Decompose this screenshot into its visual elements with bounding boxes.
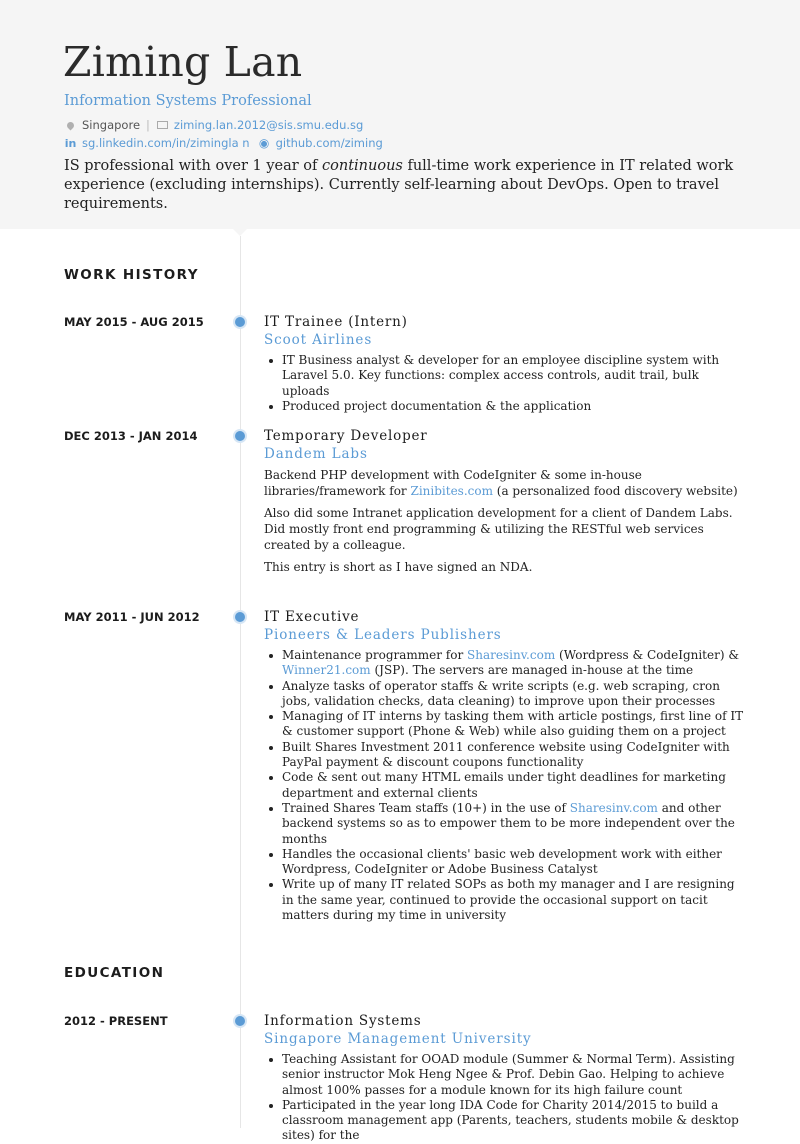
job-date: DEC 2013 - JAN 2014 bbox=[64, 429, 198, 443]
job-date: MAY 2011 - JUN 2012 bbox=[64, 610, 200, 624]
timeline-dot bbox=[235, 1016, 245, 1026]
job-date: MAY 2015 - AUG 2015 bbox=[64, 315, 204, 329]
timeline-dot bbox=[235, 317, 245, 327]
list-item: Analyze tasks of operator staffs & write scripts (e.g. web scraping, cron jobs, validation checks, data cleaning) to improve upon their processes bbox=[282, 679, 744, 710]
list-item: Produced project documentation & the application bbox=[282, 399, 744, 414]
job-paragraph: This entry is short as I have signed an NDA. bbox=[264, 560, 533, 574]
header-caret bbox=[233, 229, 247, 236]
list-item: Trained Shares Team staffs (10+) in the use of Sharesinv.com and other backend systems so as to empower them to be more independent over the months bbox=[282, 801, 744, 847]
divider: | bbox=[146, 118, 150, 132]
linkedin-link[interactable]: sg.linkedin.com/in/zimingla n bbox=[82, 136, 250, 150]
email-link[interactable]: ziming.lan.2012@sis.smu.edu.sg bbox=[173, 118, 364, 132]
education-program: Information Systems bbox=[264, 1013, 422, 1029]
list-item: Participated in the year long IDA Code for Charity 2014/2015 to build a classroom management app (Parents, teachers, students mobile & desktop sites) for the bbox=[282, 1098, 744, 1144]
linkedin-icon: in bbox=[64, 136, 77, 150]
education-date: 2012 - PRESENT bbox=[64, 1014, 168, 1028]
location-text: Singapore bbox=[82, 118, 141, 132]
winner21-link[interactable]: Winner21.com bbox=[282, 663, 371, 678]
location-pin-icon bbox=[64, 118, 77, 132]
job-entry bbox=[264, 608, 744, 923]
job-bullets bbox=[264, 353, 744, 414]
tagline: Information Systems Professional bbox=[64, 93, 312, 109]
job-org: Scoot Airlines bbox=[264, 332, 373, 348]
job-entry bbox=[264, 427, 744, 575]
contact-row-1 bbox=[64, 118, 363, 132]
list-item: Managing of IT interns by tasking them with article postings, first line of IT & customer support (Phone & Web) while also guiding them on a project bbox=[282, 709, 744, 739]
list-item: Handles the occasional clients' basic web development work with either Wordpress, CodeIgniter or Adobe Business Catalyst bbox=[282, 847, 744, 878]
education-heading: EDUCATION bbox=[64, 965, 165, 981]
job-entry bbox=[264, 313, 744, 414]
candidate-name: Ziming Lan bbox=[63, 38, 303, 86]
email-icon bbox=[156, 118, 169, 132]
list-item: IT Business analyst & developer for an employee discipline system with Laravel 5.0. Key functions: complex access controls, audit trail, bulk uploads bbox=[282, 353, 744, 399]
contact-row-2 bbox=[64, 136, 383, 150]
github-link[interactable]: github.com/ziming bbox=[275, 136, 383, 150]
list-item: Maintenance programmer for Sharesinv.com (Wordpress & CodeIgniter) & Winner21.com (JSP). The servers are managed in-house at the time bbox=[282, 648, 744, 679]
github-icon: ◉ bbox=[258, 136, 270, 150]
timeline-dot bbox=[235, 431, 245, 441]
job-role: Temporary Developer bbox=[264, 428, 428, 444]
zinibites-link[interactable]: Zinibites.com bbox=[410, 484, 493, 498]
list-item: Code & sent out many HTML emails under tight deadlines for marketing department and external clients bbox=[282, 770, 744, 801]
job-paragraph: Also did some Intranet application development for a client of Dandem Labs. Did mostly front end programming & utilizing the RESTful web services created by a colleague. bbox=[264, 506, 733, 552]
summary-text: IS professional with over 1 year of continuous full-time work experience in IT related work experience (excluding internships). Currently self-learning about DevOps. Open to travel requirements. bbox=[64, 158, 734, 212]
job-paragraph: Backend PHP development with CodeIgniter & some in-house libraries/framework for Zinibites.com (a personalized food discovery website) bbox=[264, 468, 738, 498]
job-role: IT Trainee (Intern) bbox=[264, 314, 408, 330]
timeline-line bbox=[240, 236, 241, 1128]
job-role: IT Executive bbox=[264, 609, 360, 625]
education-school: Singapore Management University bbox=[264, 1031, 532, 1047]
job-org: Dandem Labs bbox=[264, 446, 368, 462]
sharesinv-link[interactable]: Sharesinv.com bbox=[569, 800, 658, 815]
list-item: Built Shares Investment 2011 conference website using CodeIgniter with PayPal payment & discount coupons functionality bbox=[282, 740, 744, 771]
work-history-heading: WORK HISTORY bbox=[64, 267, 199, 283]
list-item: Write up of many IT related SOPs as both my manager and I are resigning in the same year, continued to provide the occasional support on tacit matters during my time in university bbox=[282, 877, 744, 923]
education-bullets bbox=[264, 1052, 744, 1144]
sharesinv-link[interactable]: Sharesinv.com bbox=[467, 648, 556, 662]
job-bullets bbox=[264, 648, 744, 923]
list-item: Teaching Assistant for OOAD module (Summer & Normal Term). Assisting senior instructor Mok Heng Ngee & Prof. Debin Gao. Helping to achieve almost 100% passes for a module known for its high failure count bbox=[282, 1052, 744, 1098]
education-entry bbox=[264, 1012, 744, 1144]
timeline-dot bbox=[235, 612, 245, 622]
job-org: Pioneers & Leaders Publishers bbox=[264, 627, 502, 643]
